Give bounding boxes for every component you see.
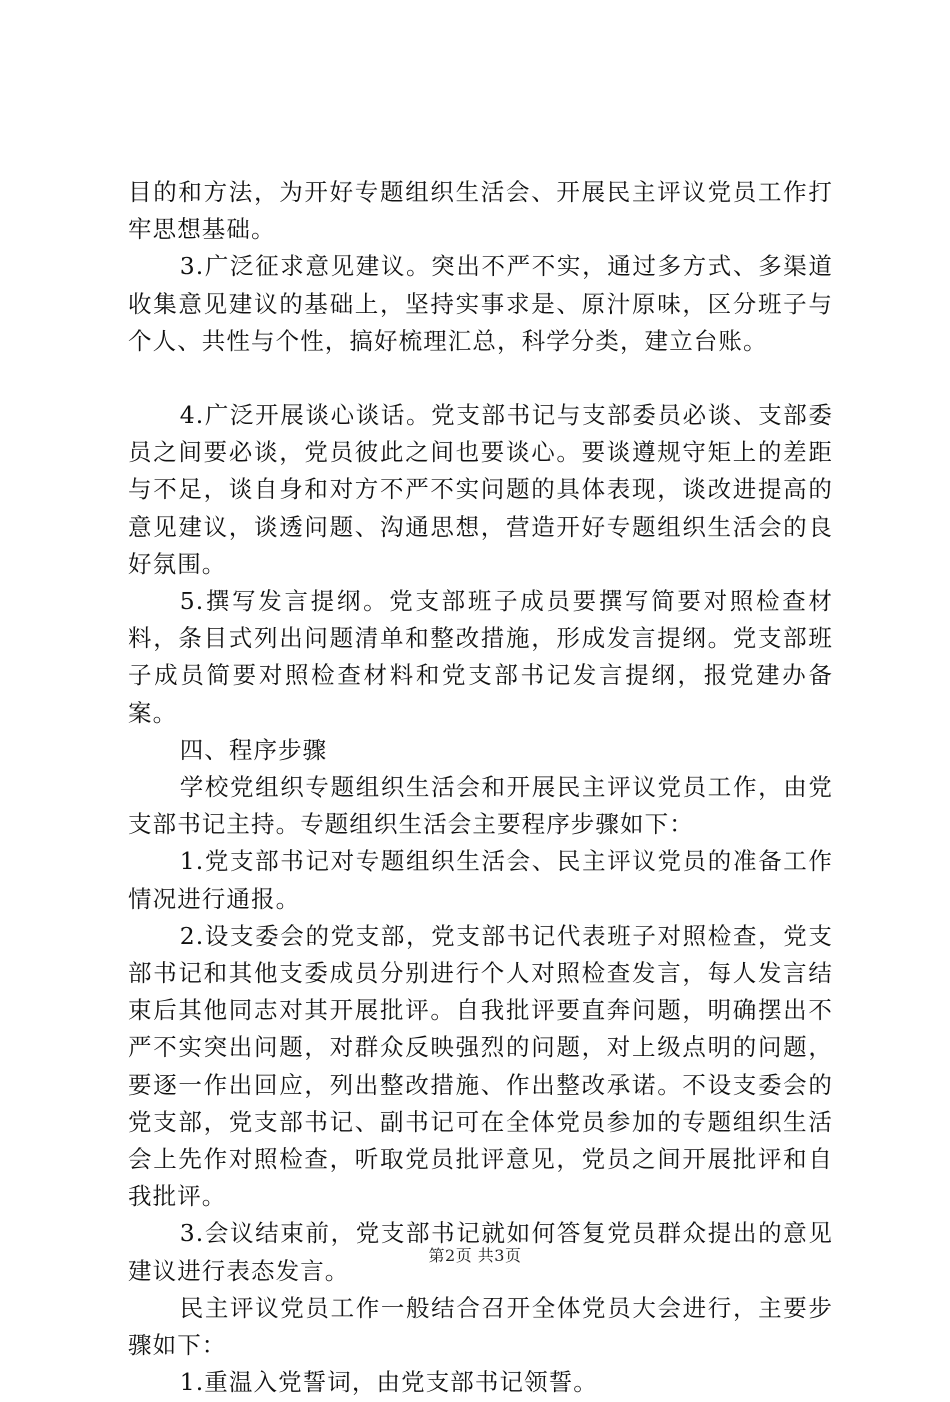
paragraph-evaluation-step-1: 1.重温入党誓词，由党支部书记领誓。 — [179, 1368, 598, 1397]
page-number-footer: 第2页 共3页 — [428, 1246, 522, 1265]
paragraph-step-1: 1.党支部书记对专题组织生活会、民主评议党员的准备工作情况进行通报。 — [128, 847, 833, 913]
document-body — [128, 174, 833, 1402]
paragraph-item-5: 5.撰写发言提纲。党支部班子成员要撰写简要对照检查材料，条目式列出问题清单和整改措施，形成发言提纲。党支部班子成员简要对照检查材料和党支部书记发言提纲，报党建办备案。 — [128, 587, 833, 727]
section-heading-procedure: 四、程序步骤 — [179, 735, 328, 764]
paragraph-item-3: 3.广泛征求意见建议。突出不严不实，通过多方式、多渠道收集意见建议的基础上，坚持实事求是、原汁原味，区分班子与个人、共性与个性，搞好梳理汇总，科学分类，建立台账。 — [128, 252, 833, 355]
paragraph-evaluation-intro: 民主评议党员工作一般结合召开全体党员大会进行，主要步骤如下： — [128, 1293, 833, 1360]
paragraph-step-3: 3.会议结束前，党支部书记就如何答复党员群众提出的意见建议进行表态发言。 — [128, 1219, 833, 1285]
paragraph-procedure-intro: 学校党组织专题组织生活会和开展民主评议党员工作，由党支部书记主持。专题组织生活会主要程序步骤如下： — [128, 773, 833, 839]
paragraph-item-4: 4.广泛开展谈心谈话。党支部书记与支部委员必谈、支部委员之间要必谈，党员彼此之间也要谈心。要谈遵规守矩上的差距与不足，谈自身和对方不严不实问题的具体表现，谈改进提高的意见建议，谈透问题、沟通思想，营造开好专题组织生活会的良好氛围。 — [128, 401, 833, 578]
paragraph-continuation: 目的和方法，为开好专题组织生活会、开展民主评议党员工作打牢思想基础。 — [128, 178, 833, 244]
paragraph-step-2: 2.设支委会的党支部，党支部书记代表班子对照检查，党支部书记和其他支委成员分别进行个人对照检查发言，每人发言结束后其他同志对其开展批评。自我批评要直奔问题，明确摆出不严不实突出问题，对群众反映强烈的问题，对上级点明的问题，要逐一作出回应，列出整改措施、作出整改承诺。不设支委会的党支部，党支部书记、副书记可在全体党员参加的专题组织生活会上先作对照检查，听取党员批评意见，党员之间开展批评和自我批评。 — [128, 921, 833, 1211]
